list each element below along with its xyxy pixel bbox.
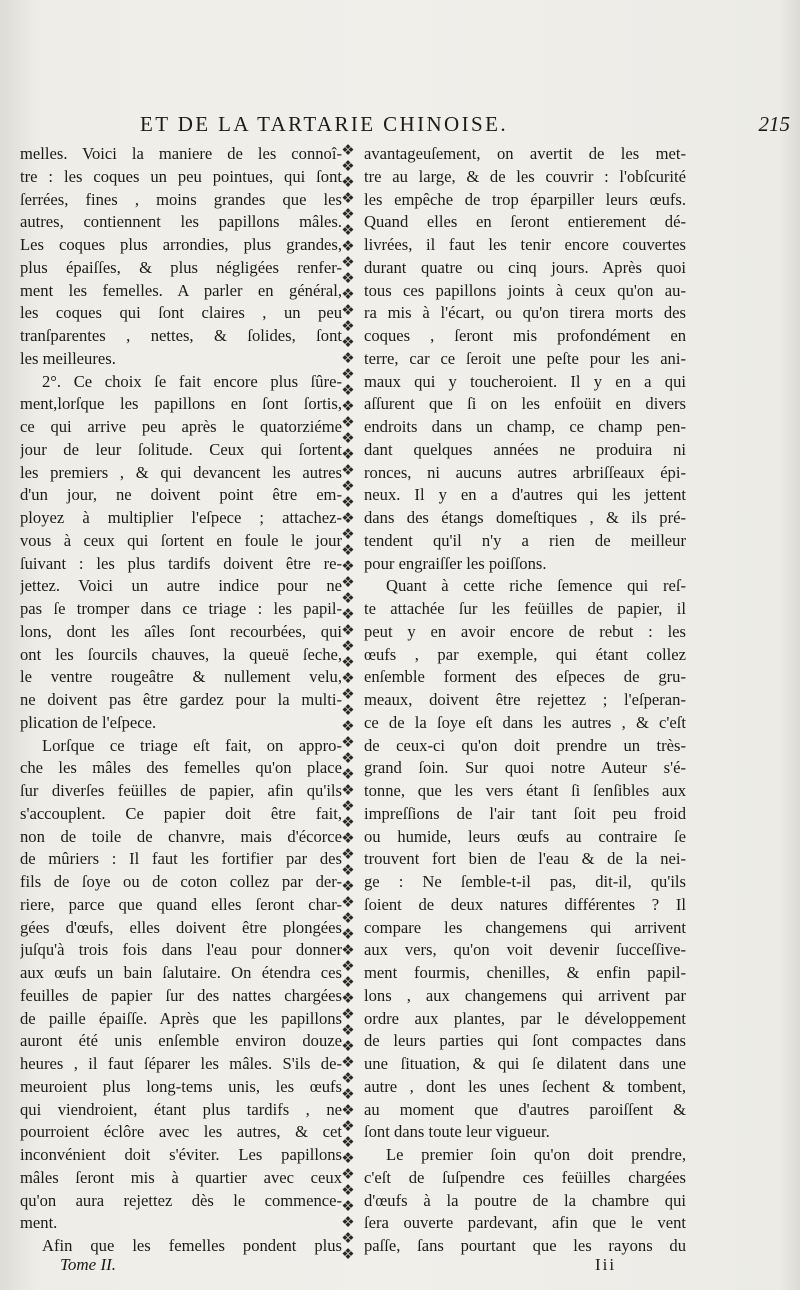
text-line: feuilles de papier ſur des nattes chargées	[20, 985, 342, 1005]
text-line: Le premier ſoin qu'on doit prendre,	[386, 1145, 686, 1164]
page-number: 215	[758, 112, 790, 136]
text-line: plication de l'eſpece.	[20, 712, 157, 732]
text-line: pour engraiſſer les poiſſons.	[364, 553, 547, 573]
text-line: Lorſque ce triage eſt fait, on appro-	[42, 735, 342, 755]
text-line: Afin que les femelles pondent plus	[42, 1236, 342, 1255]
text-line: paſſe, ſans pourtant que les rayons du	[364, 1236, 686, 1255]
text-line: maux qui y toucheroient. Il y en a qui	[364, 371, 686, 391]
text-line: livrées, il faut les tenir encore couvertes	[364, 235, 686, 254]
text-line: ce de la ſoye eſt dans les autres , & c'eſt	[364, 712, 686, 732]
column-divider-ornament: ❖ ❖ ❖ ❖ ❖ ❖ ❖ ❖ ❖ ❖ ❖ ❖ ❖ ❖ ❖ ❖ ❖ ❖ ❖ ❖ ❖ ❖ ❖ ❖ ❖ ❖ ❖ ❖ ❖ ❖ ❖ ❖ ❖ ❖ ❖ ❖ ❖ ❖ ❖ ❖ ❖ ❖ ❖ ❖ ❖ ❖ ❖ ❖ ❖ ❖ ❖ ❖ ❖ ❖ ❖ ❖ ❖ ❖ ❖ ❖ ❖ ❖ ❖ ❖ ❖ ❖ ❖ ❖ ❖ ❖	[341, 142, 355, 1262]
text-line: dans des étangs domeſtiques , & ils pré-	[364, 508, 686, 527]
text-line: ment fourmis, chenilles, & enfin papil-	[364, 963, 686, 982]
page-header	[130, 112, 790, 142]
signature-mark: Iii	[595, 1255, 617, 1274]
text-line: 2°. Ce choix ſe fait encore plus ſûre-	[42, 371, 342, 391]
text-line: gées d'œufs, elles doivent être plongées	[20, 917, 342, 937]
text-line: riere, parce que quand elles ſeront char-	[20, 894, 342, 914]
text-line: pourroient éclôre avec les autres, & cet	[20, 1122, 342, 1142]
text-line: ment les femelles. A parler en général,	[20, 280, 342, 300]
text-line: compare les changemens qui arrivent	[364, 917, 686, 937]
text-line: che les mâles des femelles qu'on place	[20, 758, 342, 778]
text-line: ment,lorſque les papillons en ſont ſortis,	[20, 394, 342, 414]
text-line: les empêche de trop éparpiller leurs œufs.	[364, 189, 686, 209]
text-line: tonne, que les vers étant ſi ſenſibles aux	[364, 781, 686, 800]
text-line: autre , dont les unes ſechent & tombent,	[364, 1076, 686, 1096]
text-line: s'accouplent. Ce papier doit être fait,	[20, 803, 342, 823]
text-line: pas ſe tromper dans ce triage : les papil-	[20, 599, 342, 618]
text-line: les coques qui ſont claires , un peu	[20, 303, 342, 323]
text-line: trouvent fort bien de l'eau & de la nei-	[364, 849, 686, 869]
text-line: aſſurent que ſi on les enfoüit en divers	[364, 394, 686, 414]
text-line: Les coques plus arrondies, plus grandes,	[20, 235, 342, 254]
text-line: d'un jour, ne doivent point être em-	[20, 485, 342, 505]
text-line: de ceux-ci qu'on doit prendre un très-	[364, 735, 686, 755]
text-line: heures , il faut ſéparer les mâles. S'ils de-	[20, 1054, 342, 1073]
text-line: qu'on aura rejettez dès le commence-	[20, 1190, 342, 1210]
text-line: ſera ouverte pardevant, afin que le vent	[364, 1213, 686, 1233]
text-line: te attachée ſur les feüilles de papier, il	[364, 599, 686, 618]
volume-label: Tome II.	[60, 1255, 117, 1274]
text-line: Quant à cette riche ſemence qui reſ-	[386, 576, 686, 596]
text-line: inconvénient doit s'éviter. Les papillons	[20, 1145, 342, 1164]
text-line: lons, dont les aîles ſont recourbées, qui	[20, 621, 342, 641]
text-line: juſqu'à trois fois dans l'eau pour donner	[20, 940, 342, 960]
text-line: au moment que d'autres paroiſſent &	[364, 1099, 686, 1119]
text-line: de paille épaiſſe. Après que les papillons	[20, 1008, 342, 1028]
running-title: ET DE LA TARTARIE CHINOISE.	[140, 112, 508, 136]
text-line: durant quatre ou cinq jours. Après quoi	[364, 257, 686, 277]
text-line: mâles ſeront mis à quartier avec ceux	[20, 1167, 342, 1187]
text-line: ſerrées, fines , moins grandes que les	[20, 189, 342, 209]
text-line: ſoient de deux natures différentes ? Il	[364, 894, 686, 914]
left-text-column	[20, 143, 342, 1258]
text-line: ge : Ne ſemble-t-il pas, dit-il, qu'ils	[364, 872, 686, 891]
text-line: lons , aux changemens qui arrivent par	[364, 985, 686, 1005]
text-line: neux. Il y en a d'autres qui les jettent	[364, 485, 686, 505]
text-line: ont les ſourcils chauves, la queuë ſeche,	[20, 644, 342, 664]
text-line: Quand elles en ſeront entierement dé-	[364, 212, 686, 232]
text-line: autres, contiennent les papillons mâles.	[20, 212, 342, 232]
text-line: grand ſoin. Sur quoi notre Auteur s'é-	[364, 758, 686, 778]
text-line: ordre aux plantes, par le développement	[364, 1008, 686, 1028]
text-line: coques , ſeront mis profondément en	[364, 326, 686, 345]
text-line: tranſparentes , nettes, & ſolides, ſont	[20, 326, 342, 345]
text-line: ployez à multiplier l'eſpece ; attachez-	[20, 508, 342, 527]
text-line: peut y en avoir encore de rebut : les	[364, 621, 686, 641]
text-line: une ſituation, & qui ſe dilatent dans une	[364, 1054, 686, 1073]
text-line: les premiers , & qui devancent les autres	[20, 462, 342, 482]
text-line: tendent qu'il n'y a rien de meilleur	[364, 530, 686, 550]
text-line: d'œufs à la poutre de la chambre qui	[364, 1190, 686, 1210]
text-line: impreſſions de l'air tant ſoit peu froid	[364, 803, 686, 823]
text-line: œufs , par exemple, qui étant collez	[364, 644, 686, 664]
text-line: ronces, ni aucuns autres arbriſſeaux épi-	[364, 462, 686, 482]
text-line: plus épaiſſes, & plus négligées renfer-	[20, 257, 342, 277]
text-line: tous ces papillons joints à ceux qu'on au-	[364, 280, 686, 300]
text-line: ra mis à l'écart, ou qu'on tirera morts des	[364, 303, 686, 323]
text-line: de mûriers : Il faut les fortifier par des	[20, 849, 342, 869]
text-line: dant quelques années ne produira ni	[364, 439, 686, 459]
text-line: jettez. Voici un autre indice pour ne	[20, 576, 342, 596]
text-line: de leurs parties qui ſont compactes dans	[364, 1031, 686, 1051]
text-line: melles. Voici la maniere de les connoî-	[20, 144, 342, 163]
text-line: vous à ceux qui ſortent en foule le jour	[20, 530, 342, 550]
text-line: c'eſt de ſuſpendre ces feüilles chargées	[364, 1167, 686, 1187]
text-line: les meilleures.	[20, 348, 116, 368]
text-line: meaux, doivent être rejettez ; l'eſperan-	[364, 690, 686, 709]
text-line: jour de leur ſolitude. Ceux qui ſortent	[20, 439, 342, 459]
text-line: ſur diverſes feüilles de papier, afin qu'ils	[20, 781, 342, 800]
text-line: aux œufs un bain ſalutaire. On étendra ces	[20, 963, 342, 982]
text-line: ou humide, leurs œufs au contraire ſe	[364, 826, 686, 846]
text-line: ſont dans toute leur vigueur.	[364, 1122, 550, 1142]
text-line: ne doivent pas être gardez pour la multi-	[20, 690, 342, 709]
text-line: ment.	[20, 1213, 58, 1233]
text-line: fils de ſoye ou de coton collez par der-	[20, 872, 342, 891]
text-line: le ventre rougeâtre & nullement velu,	[20, 667, 342, 687]
right-text-column	[364, 143, 686, 1258]
text-line: ce qui arrive peu après le quatorziéme	[20, 417, 342, 436]
text-line: ſuivant : les plus tardifs doivent être re-	[20, 553, 342, 573]
text-line: auront été unis enſemble environ douze	[20, 1031, 342, 1051]
text-line: tre au large, & de les couvrir : l'obſcurité	[364, 166, 686, 186]
text-line: terre, car ce ſeroit une peſte pour les ani-	[364, 348, 686, 368]
text-line: non de toile de chanvre, mais d'écorce	[20, 826, 342, 846]
text-line: aux vers, qu'on voit devenir ſucceſſive-	[364, 940, 686, 960]
text-line: meuroient plus long-tems unis, les œufs	[20, 1076, 342, 1096]
text-line: tre : les coques un peu pointues, qui ſont	[20, 166, 342, 186]
text-line: enſemble forment des eſpeces de gru-	[364, 667, 686, 687]
text-line: avantageuſement, on avertit de les met-	[364, 144, 686, 163]
text-line: endroits dans un champ, ce champ pen-	[364, 417, 686, 436]
text-line: qui viendroient, étant plus tardifs , ne	[20, 1099, 342, 1119]
